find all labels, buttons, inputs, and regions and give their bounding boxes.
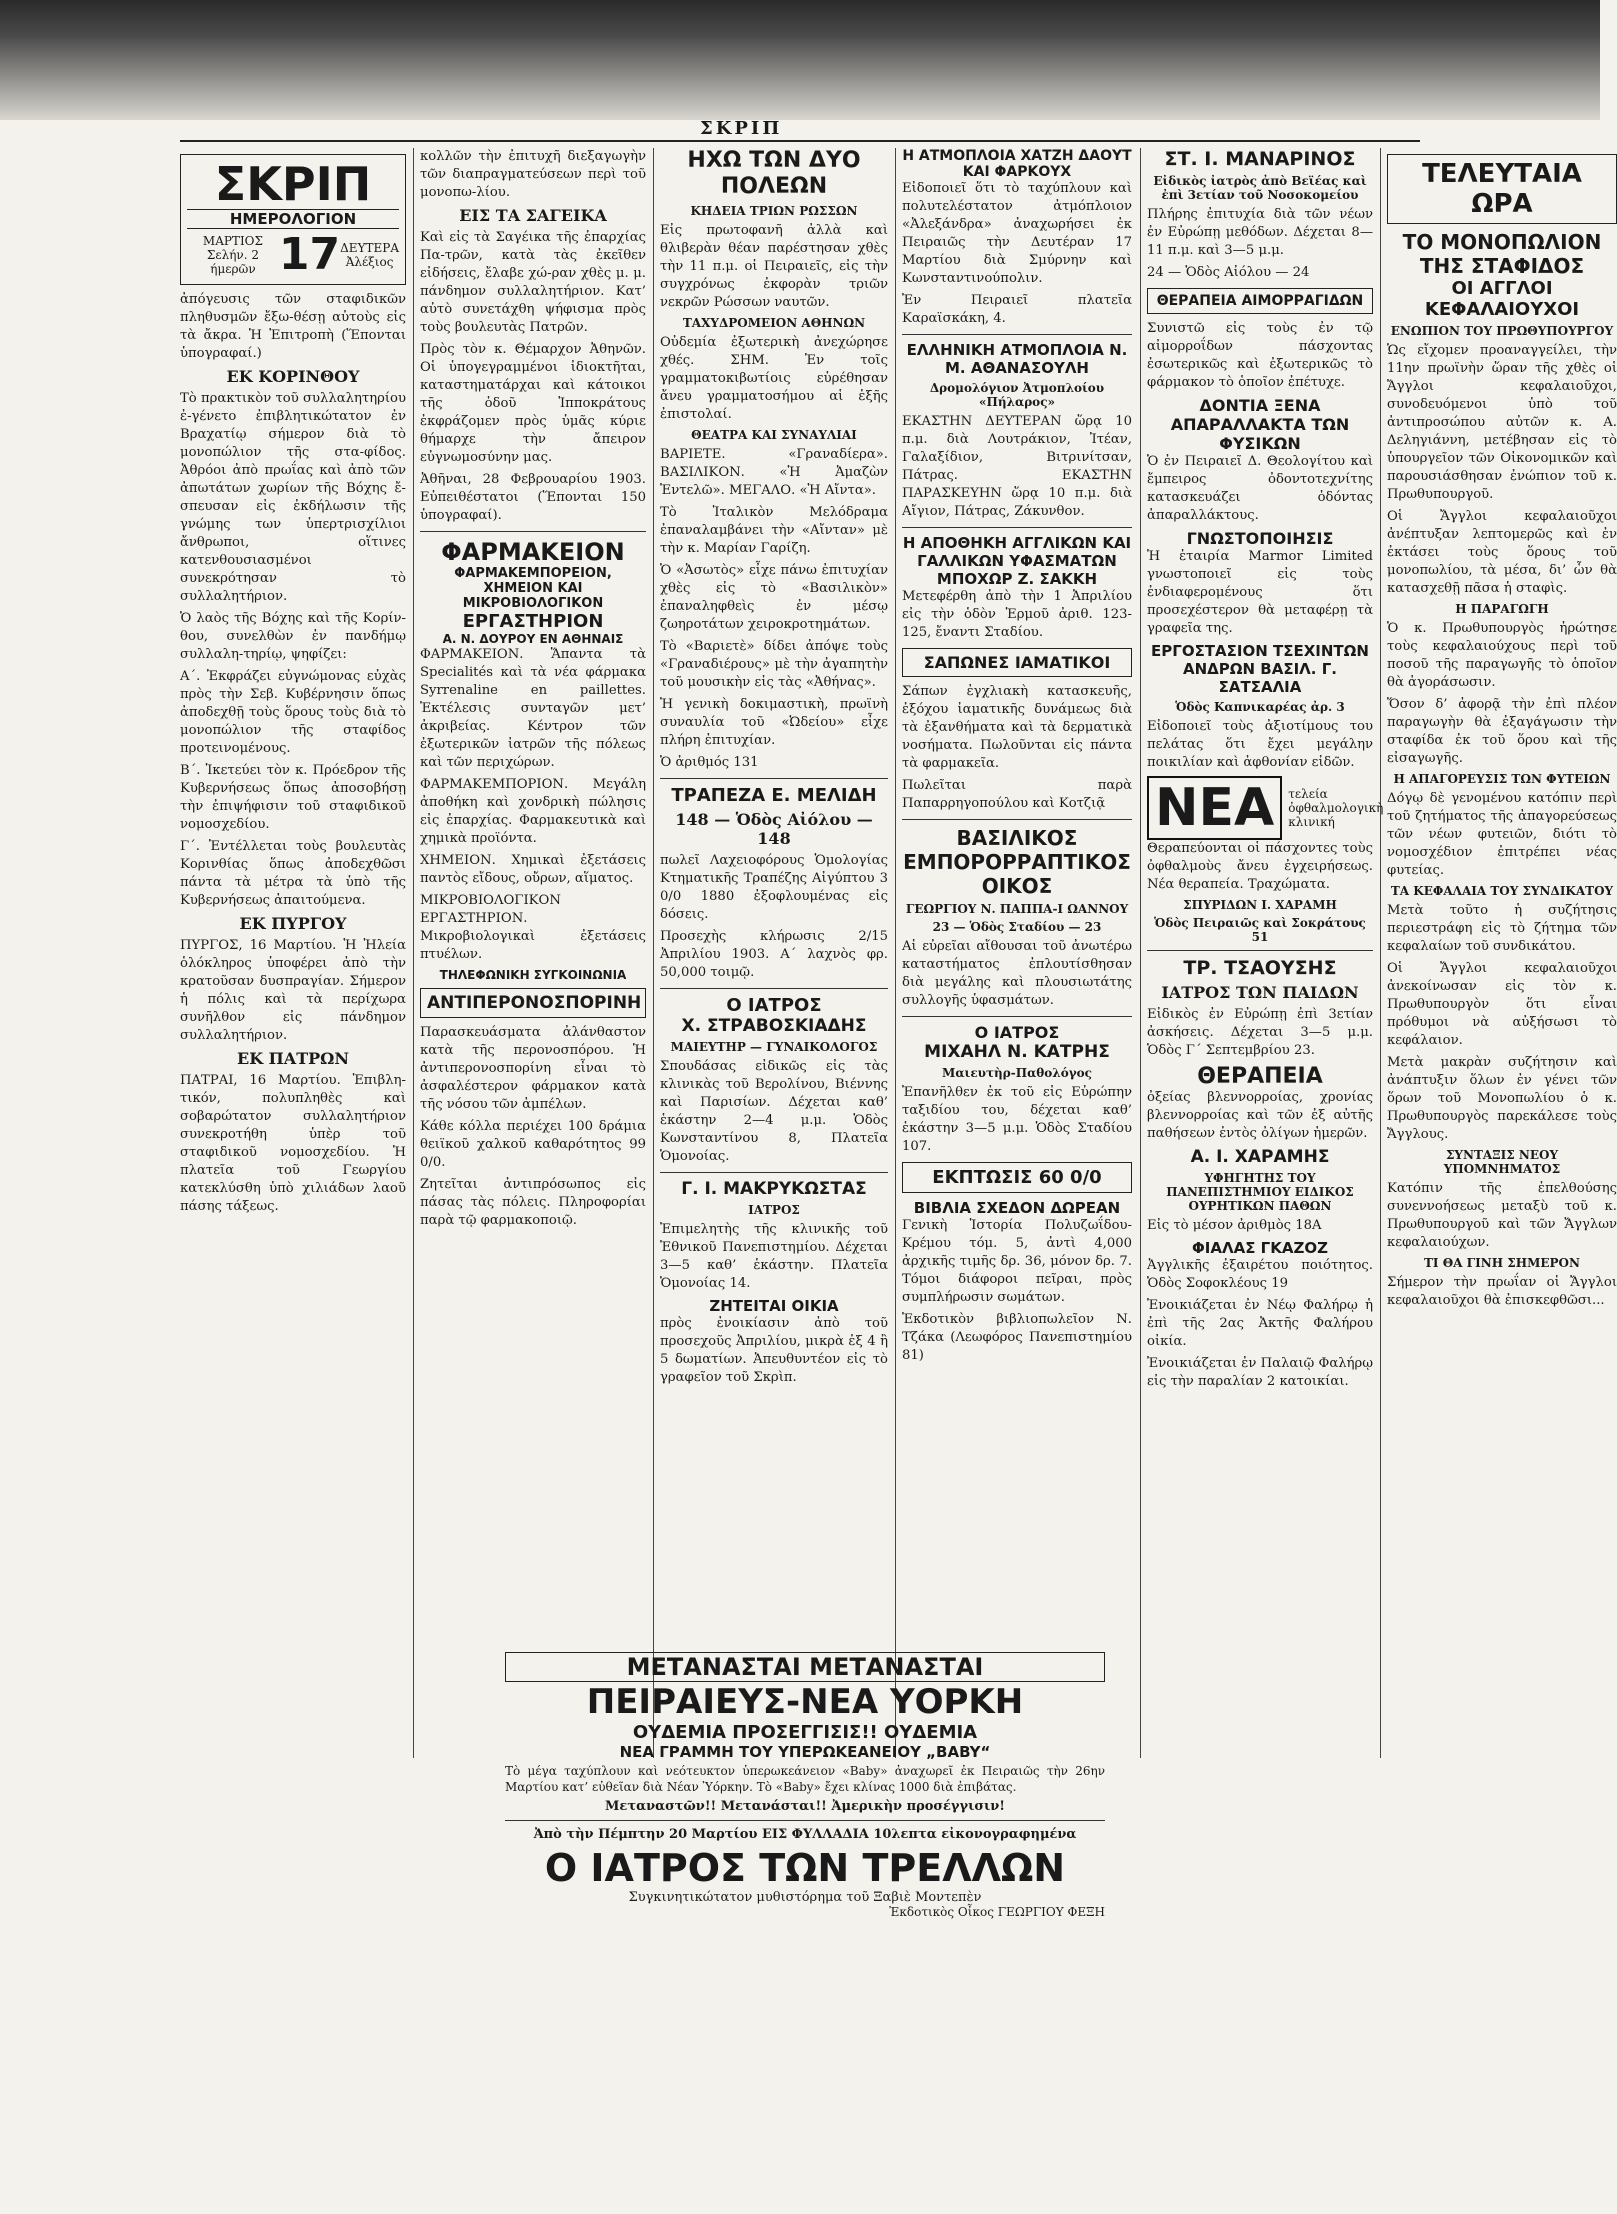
section-masthead: ΗΧΩ ΤΩΝ ΔΥΟ ΠΟΛΕΩΝ — [687, 148, 861, 199]
ad-title: ΕΛΛΗΝΙΚΗ ΑΤΜΟΠΛΟΙΑ Ν. Μ. ΑΘΑΝΑΣΟΥΛΗ — [906, 341, 1128, 377]
section-heading: Η ΠΑΡΑΓΩΓΗ — [1455, 602, 1549, 616]
ad-subtitle: Δρομολόγιον Ἀτμοπλοίου «Πήλαρος» — [929, 381, 1105, 409]
ad-title: ΕΡΓΟΣΤΑΣΙΟΝ ΤΣΕΧΙΝΤΩΝ ΑΝΔΡΩΝ ΒΑΣΙΛ. Γ. ΣΑΤΣΑΛΙΑ — [1151, 642, 1369, 696]
column-divider — [1140, 148, 1141, 1758]
lead-subheadline: ΤΗΣ ΣΤΑΦΙΔΟΣ — [1419, 254, 1585, 278]
column-5 — [1147, 148, 1384, 1738]
calendar-weekday: ΔΕΥΤΕΡΑ — [340, 240, 399, 255]
ad-address: Ὁδὸς Πειραιῶς καὶ Σοκράτους 51 — [1154, 916, 1366, 944]
ad-paragraph: ΜΙΚΡΟΒΙΟΛΟΓΙΚΟΝ ΕΡΓΑΣΤΗΡΙΟΝ. Μικροβιολογικαὶ ἐξετάσεις πτυέλων. — [420, 893, 646, 962]
ad-tagline: ΟΥΔΕΜΙΑ ΠΡΟΣΕΓΓΙΣΙΣ!! ΟΥΔΕΜΙΑ — [632, 1722, 978, 1743]
ad-title: ΤΡΑΠΕΖΑ Ε. ΜΕΛΙΔΗ — [671, 785, 877, 806]
doctor-specialty: ΜΑΙΕΥΤΗΡ — ΓΥΝΑΙΚΟΛΟΓΟΣ — [670, 1040, 878, 1054]
clinic-side-text: τελεία ὀφθαλμολογικὴ κλινική — [1288, 787, 1384, 829]
intro-text: κολλῶν τὴν ἐπιτυχῆ διεξαγωγὴν τῶν διαπραγματεύσεων περὶ τοῦ μονοπω-λίου. — [420, 149, 646, 200]
calendar — [187, 229, 399, 280]
ad-title: ΣΑΠΩΝΕΣ ΙΑΜΑΤΙΚΟΙ — [923, 653, 1111, 672]
scanned-top-band — [0, 0, 1600, 120]
pharmacy-title: ΦΑΡΜΑΚΕΙΟΝ — [441, 538, 625, 566]
ad-paragraph: Πλήρης ἐπιτυχία διὰ τῶν νέων ἐν Εὐρώπῃ μεθόδων. Δέχεται 8—11 π.μ. καὶ 3—5 μ.μ. — [1147, 207, 1373, 258]
divider — [1147, 950, 1373, 951]
ad-paragraph: πωλεῖ Λαχειοφόρους Ὁμολογίας Κτηματικῆς Τραπέζης Αἰγύπτου 3 0/0 1880 ἐξοφλουμένας εἰς δόσεις. — [660, 853, 888, 922]
ad-title: ΖΗΤΕΙΤΑΙ ΟΙΚΙΑ — [709, 1297, 839, 1315]
column-2 — [420, 148, 646, 1738]
column-6 — [1387, 148, 1617, 1768]
ad-paragraph: ΕΚΑΣΤΗΝ ΔΕΥΤΕΡΑΝ ὥρᾳ 10 π.μ. διὰ Λουτράκιον, Ἰτέαν, Γαλαξίδιον, Βιτρινίτσαν, Πάτρας. ΕΚΑΣΤΗΝ ΠΑΡΑΣΚΕΥΗΝ ὥρᾳ 10 π.μ. διὰ Αἴγιον, Πάτρας, Ζάκυνθον. — [902, 414, 1132, 519]
ad-title: ΑΝΤΙΠΕΡΟΝΟΣΠΟΡΙΝΗ — [427, 993, 642, 1013]
doctor-name: ΣΤ. Ι. ΜΑΝΑΡΙΝΟΣ — [1164, 148, 1356, 170]
ad-subtitle: ΝΕΑ ΓΡΑΜΜΗ ΤΟΥ ΥΠΕΡΩΚΕΑΝΕΙΟΥ „BABY“ — [619, 1743, 991, 1761]
article-paragraph: Ὁ λαὸς τῆς Βόχης καὶ τῆς Κορίν-θου, συνελθὼν ἐν πανδήμῳ συλλαλη-τηρίῳ, ψηφίζει: — [180, 611, 406, 662]
article-paragraph: Μετὰ μακρὰν συζήτησιν καὶ ἀνάπτυξιν ὅλων ἐν γένει τῶν ὅρων τοῦ Μονοπωλίου ὁ κ. Πρωθυπουργὸς παρεκάλεσε τοὺς Ἄγγλους. — [1387, 1055, 1617, 1142]
article-paragraph: Καὶ εἰς τὰ Σαγέικα τῆς ἐπαρχίας Πα-τρῶν, κατὰ τὰς ἐκεῖθεν εἰδήσεις, ἔλαβε χώ-ραν χθὲς μ. μ. πάνδημον συλλαλητήριον. Κατ’ αὐτὸ συνετάχθη ψήφισμα πρὸς τοὺς βουλευτὰς Πατρῶν. — [420, 230, 646, 335]
ad-box — [1147, 288, 1373, 314]
article-paragraph: Γ΄. Ἐντέλλεται τοὺς βουλευτὰς Κορινθίας ὅπως ἀποδεχθῶσι πάντα τὰ μέτρα τὰ ὑπὸ τῆς Κυβερνήσεως ἀπαιτούμενα. — [180, 839, 406, 908]
ad-paragraph: Εἰδοποιεῖ ὅτι τὸ ταχύπλουν καὶ πολυτελέστατον ἀτμόπλοιον «Ἀλεξάνδρα» ἀναχωρήσει ἐκ Πειραιῶς τὴν Δευτέραν 17 Μαρτίου διὰ Σμύρνην καὶ Κωνσταντινούπολιν. — [902, 181, 1132, 286]
ad-title: ΦΙΑΛΑΣ ΓΚΑΖΟΖ — [1192, 1239, 1328, 1257]
header-rule — [180, 140, 1420, 142]
ad-title: Ο ΙΑΤΡΟΣ — [726, 995, 822, 1016]
divider — [902, 334, 1132, 335]
ad-address: Εἰς τὸ μέσον ἀριθμὸς 18Α — [1147, 1218, 1322, 1233]
divider — [902, 527, 1132, 528]
ad-signature: Πωλεῖται παρὰ Παπαρρηγοπούλου καὶ Κοτζιᾷ — [902, 778, 1132, 811]
divider — [902, 819, 1132, 820]
lead-headline: ΤΕΛΕΥΤΑΙΑ ΩΡΑ — [1422, 159, 1582, 219]
doctor-name: ΣΠΥΡΙΔΩΝ Ι. ΧΑΡΑΜΗ — [1183, 898, 1337, 912]
article-paragraph: Τὸ Ἰταλικὸν Μελόδραμα ἐπαναλαμβάνει τὴν «Αἴνταν» μὲ τὴν κ. Μαρίαν Γαρίζη. — [660, 505, 888, 556]
ad-paragraph: Αἱ εὐρεῖαι αἴθουσαι τοῦ ἀνωτέρω καταστήματος ἐπλουτίσθησαν διὰ μεγάλης καὶ πλουσιωτάτης συλλογῆς ὑφασμάτων. — [902, 939, 1132, 1008]
ad-tagline: Μεταναστῶν!! Μετανάσται!! Ἀμερικὴν προσέγγισιν! — [605, 1799, 1005, 1814]
calendar-month: ΜΑΡΤΙΟΣ — [202, 233, 263, 248]
ad-paragraph: Σπουδάσας εἰδικῶς εἰς τὰς κλινικὰς τοῦ Βερολίνου, Βιέννης καὶ Παρισίων. Δέχεται καθ’ ἑκάστην 2—4 μ.μ. Ὁδὸς Κωνσταντίνου 8, Πλατεῖα Ὁμονοίας. — [660, 1059, 888, 1164]
headline-box — [1387, 154, 1617, 224]
doctor-name: Γ. Ι. ΜΑΚΡΥΚΩΣΤΑΣ — [681, 1179, 867, 1199]
ad-box — [902, 1162, 1132, 1193]
article-paragraph: Τὸ πρακτικὸν τοῦ συλλαλητηρίου ἐ-γένετο ἐπιβλητικώτατον ἐν Βραχατίῳ σήμερον διὰ τὸ μονοπώλιον τῆς στα-φίδος. Ἀθρόοι ἀπὸ πρωΐας καὶ ἀπὸ τῶν ἀπωτάτων χωρίων τῆς Βόχης ἔ-σπευσαν εἰς ἐκδήλωσιν τῆς γνώμης των ὑπερτρισχίλιοι ἄνθρωποι, οἵτινες κατενθουσιασμένοι συνεκρότησαν τὸ συλλαλητήριον. — [180, 391, 406, 604]
ad-paragraph: Ἐπιμελητὴς τῆς κλινικῆς τοῦ Ἐθνικοῦ Πανεπιστημίου. Δέχεται 3—5 καθ’ ἑκάστην. Πλατεῖα Ὁμονοίας 14. — [660, 1222, 888, 1291]
lead-subheadline: ΕΝΩΠΙΟΝ ΤΟΥ ΠΡΩΘΥΠΟΥΡΓΟΥ — [1390, 324, 1614, 338]
ad-box — [420, 988, 646, 1018]
pharmacy-subtitle: ΦΑΡΜΑΚΕΜΠΟΡΕΙΟΝ, ΧΗΜΕΙΟΝ ΚΑΙ ΜΙΚΡΟΒΙΟΛΟΓΙΚΟΝ — [454, 566, 612, 611]
newspaper-title: ΣΚΡΙΠ — [214, 157, 372, 211]
article-paragraph: Ὁ «Ἀσωτὸς» εἶχε πάνω ἐπιτυχίαν χθὲς εἰς τὸ «Βασιλικὸν» ἐπαναληφθεὶς ἐν μέσῳ ζωηροτάτων χειροκροτημάτων. — [660, 563, 888, 632]
doctor-specialty: Μαιευτὴρ-Παθολόγος — [942, 1066, 1092, 1080]
ad-address: Ὁδὸς Καπνικαρέας ἀρ. 3 — [1175, 700, 1345, 714]
doctor-specialty: ΥΦΗΓΗΤΗΣ ΤΟΥ ΠΑΝΕΠΙΣΤΗΜΙΟΥ ΕΙΔΙΚΟΣ ΟΥΡΗΤΙΚΩΝ ΠΑΘΩΝ — [1166, 1171, 1354, 1213]
ad-route: ΠΕΙΡΑΙΕΥΣ-ΝΕΑ ΥΟΡΚΗ — [586, 1682, 1024, 1722]
ad-paragraph: Συνιστῶ εἰς τοὺς ἐν τῷ αἰμορροΐδων πάσχοντας ἐσωτερικῶς καὶ ἐξωτερικῶς τὸ φάρμακον τὸ ὁποῖον ἐπέτυχε. — [1147, 321, 1373, 390]
intro-text: ἀπόγευσις τῶν σταφιδικῶν πληθυσμῶν ἔξω-θέσῃ αὐτοὺς εἰς τὰ ἄκρα. Ἡ Ἐπιτροπὴ (Ἕπονται ὑπογραφαί.) — [180, 292, 406, 361]
ad-box — [902, 648, 1132, 677]
article-paragraph: ΒΑΡΙΕΤΕ. «Γραναδίερα». ΒΑΣΙΛΙΚΟΝ. «Ἡ Ἀμαζὼν Ἐντελῶ». ΜΕΓΑΛΟ. «Ἡ Αἴντα». — [660, 447, 888, 498]
article-paragraph: Ὁ κ. Πρωθυπουργὸς ἠρώτησε τοὺς κεφαλαιούχους περὶ τοῦ ποσοῦ τῆς παραγωγῆς τὸ ὁποῖον θὰ ἀγοράσωσιν. — [1387, 621, 1617, 690]
article-paragraph: Οἱ Ἄγγλοι κεφαλαιοῦχοι ἀνεκοίνωσαν εἰς τὸν κ. Πρωθυπουργὸν ὅτι εἶναι πρόθυμοι νὰ αὐξήσωσι τὸ κεφάλαιον. — [1387, 961, 1617, 1048]
clinic-label: ΝΕΑ — [1147, 776, 1282, 840]
column-3 — [660, 148, 888, 1638]
ad-title: ΓΝΩΣΤΟΠΟΙΗΣΙΣ — [1186, 529, 1334, 548]
pharmacy-subtitle: ΕΡΓΑΣΤΗΡΙΟΝ — [462, 611, 604, 632]
serial-title: Ο ΙΑΤΡΟΣ ΤΩΝ ΤΡΕΛΛΩΝ — [544, 1846, 1066, 1890]
section-heading: ΚΗΔΕΙΑ ΤΡΙΩΝ ΡΩΣΣΩΝ — [690, 204, 858, 218]
doctor-specialty: Εἰδικὸς ἰατρὸς ἀπὸ Βεϊέας καὶ ἐπὶ 3ετίαν τοῦ Νοσοκομείου — [1153, 174, 1367, 202]
article-paragraph: Σήμερον τὴν πρωΐαν οἱ Ἄγγλοι κεφαλαιοῦχοι θὰ ἐπισκεφθῶσι... — [1387, 1275, 1617, 1308]
article-paragraph: Ἡ γενικὴ δοκιμαστικὴ, πρωϊνὴ συναυλία τοῦ «Ὠδείου» εἶχε πλήρη ἐπιτυχίαν. — [660, 697, 888, 748]
divider — [420, 531, 646, 532]
ad-paragraph: Ζητεῖται ἀντιπρόσωπος εἰς πάσας τὰς πόλεις. Πληροφορίαι παρὰ τῷ φαρμακοποιῷ. — [420, 1177, 646, 1228]
article-paragraph: Κατόπιν τῆς ἐπελθούσης συνεννοήσεως μεταξὺ τοῦ κ. Πρωθυπουργοῦ καὶ τῶν Ἄγγλων κεφαλαιούχων. — [1387, 1181, 1617, 1250]
issue-number: Ὁ ἀριθμός 131 — [660, 755, 759, 770]
ad-title: ΘΕΡΑΠΕΙΑ — [1197, 1064, 1323, 1089]
page-header-title: ΣΚΡΙΠ — [700, 118, 783, 139]
article-paragraph: ΠΑΤΡΑΙ, 16 Μαρτίου. Ἐπιβλη-τικόν, πολυπληθὲς καὶ σοβαρώτατον συλλαλητήριον συνεκροτήθη ὑπὲρ τοῦ σταφιδικοῦ νομοσχεδίου. Ἡ πλατεῖα τοῦ Γεωργίου κατεκλύσθη ὑπὸ χιλιάδων λαοῦ πάσης τάξεως. — [180, 1073, 406, 1214]
ad-paragraph: ΦΑΡΜΑΚΕΙΟΝ. Ἅπαντα τὰ Specialités καὶ τὰ νέα φάρμακα Syrrenaline en paillettes. Ἐκτέλεσις συνταγῶν μετ’ ἀκριβείας. Κέντρον τῶν ἐξωτερικῶν ἰατρῶν τῆς πόλεως καὶ τῶν περιχώρων. — [420, 647, 646, 770]
section-heading: ΤΑΧΥΔΡΟΜΕΙΟΝ ΑΘΗΝΩΝ — [682, 316, 866, 330]
doctor-specialty: ΙΑΤΡΟΣ ΤΩΝ ΠΑΙΔΩΝ — [1161, 983, 1359, 1002]
divider — [505, 1820, 1105, 1821]
section-heading: ΕΚ ΠΑΤΡΩΝ — [237, 1049, 349, 1068]
serial-announcement: Ἀπὸ τὴν Πέμπτην 20 Μαρτίου ΕΙΣ ΦΥΛΛΑΔΙΑ 10λεπτα εἰκονογραφημένα — [533, 1827, 1077, 1842]
doctor-name: Χ. ΣΤΡΑΒΟΣΚΙΑΔΗΣ — [681, 1016, 867, 1036]
article-paragraph: Α΄. Ἐκφράζει εὐγνώμονας εὐχὰς πρὸς τὴν Σεβ. Κυβέρνησιν ὅπως ἀποδεχθῇ τοὺς ὅρους τοὺς διὰ τὸ μονοπώλιον τῆς σταφίδος προτεινομένους. — [180, 669, 406, 756]
ad-paragraph: Παρασκευάσματα ἀλάνθαστον κατὰ τῆς περονοσπόρου. Ἡ ἀντιπερονοσπορίνη εἶναι τὸ ἀσφαλέστερον φάρμακον κατὰ τῆς νόσου τῶν ἀμπέλων. — [420, 1025, 646, 1112]
ad-paragraph: Εἰδικὸς ἐν Εὐρώπῃ ἐπὶ 3ετίαν ἀσκήσεις. Δέχεται 3—5 μ.μ. Ὁδὸς Γ΄ Σεπτεμβρίου 23. — [1147, 1007, 1373, 1058]
ad-subtitle: ΒΙΒΛΙΑ ΣΧΕΔΟΝ ΔΩΡΕΑΝ — [913, 1199, 1121, 1217]
ad-paragraph: Σάπων ἐγχλιακὴ κατασκευῆς, ἐξόχου ἰαματικῆς δυνάμεως διὰ τὰ ἐξανθήματα καὶ τὰ δερματικὰ νοσήματα. Πωλοῦνται εἰς πάντα τὰ φαρμακεῖα. — [902, 684, 1132, 771]
column-4 — [902, 148, 1132, 1638]
section-heading: Η ΑΠΑΓΟΡΕΥΣΙΣ ΤΩΝ ΦΥΤΕΙΩΝ — [1393, 772, 1611, 786]
section-heading: ΤΙ ΘΑ ΓΙΝΗ ΣΗΜΕΡΟΝ — [1424, 1256, 1580, 1270]
ad-paragraph: Κάθε κόλλα περιέχει 100 δράμια θειϊκοῦ χαλκοῦ καθαρότητος 99 0/0. — [420, 1119, 646, 1170]
ad-paragraph: Τὸ μέγα ταχύπλουν καὶ νεότευκτον ὑπερωκεάνειον «Baby» ἀναχωρεῖ ἐκ Πειραιῶς τὴν 26ην Μαρτίου κατ’ εὐθεῖαν διὰ Νέαν Ὑόρκην. Τὸ «Baby» ἔχει κλίνας 1000 διὰ ἐπιβάτας. — [505, 1764, 1105, 1794]
ad-paragraph: Ἐνοικιάζεται ἐν Νέῳ Φαλήρῳ ἡ ἐπὶ τῆς 2ας Ἀκτῆς Φαλήρου οἰκία. — [1147, 1298, 1373, 1349]
ad-paragraph: ΧΗΜΕΙΟΝ. Χημικαὶ ἐξετάσεις παντὸς εἴδους, οὔρων, αἵματος. — [420, 853, 646, 886]
article-date: Ἀθῆναι, 28 Φεβρουαρίου 1903. Εὐπειθέστατοι (Ἕπονται 150 ὑπογραφαί). — [420, 472, 646, 523]
ad-paragraph: Εἰδοποιεῖ τοὺς ἀξιοτίμους του πελάτας ὅτι ἔχει μεγάλην ποικιλίαν καὶ ἀφθονίαν εἰδῶν. — [1147, 719, 1373, 770]
article-paragraph: Τὸ «Βαριετὲ» δίδει ἀπόψε τοὺς «Γραναδιέρους» μὲ τὴν ἀγαπητὴν τοῦ μουσικὴν εἰς τὰς «Ἀθήνας». — [660, 639, 888, 690]
ad-title: ΘΕΡΑΠΕΙΑ ΑΙΜΟΡΡΑΓΙΔΩΝ — [1156, 293, 1364, 309]
article-paragraph: Οἱ Ἄγγλοι κεφαλαιοῦχοι ἀνέπτυξαν λεπτομερῶς καὶ ἐν ἐκτάσει τοὺς ὅρους τοῦ μονοπωλίου, τὰ μέσα, δι’ ὧν θὰ κατασχεθῇ πᾶσα ἡ σταφὶς. — [1387, 509, 1617, 596]
ad-paragraph: Ἀγγλικῆς ἐξαιρέτου ποιότητος. Ὁδὸς Σοφοκλέους 19 — [1147, 1258, 1373, 1291]
calendar-day: 17 — [278, 229, 341, 280]
column-1 — [180, 148, 406, 1738]
divider — [660, 988, 888, 989]
divider — [660, 778, 888, 779]
article-paragraph: Εἰς πρωτοφανῆ ἀλλὰ καὶ θλιβερὰν θέαν παρέστησαν χθὲς τὴν 11 π.μ. οἱ Πειραιεῖς, εἰς τὴν συγχρόνως ἐκφορὰν τριῶν νεκρῶν Ρώσσων ναυτῶν. — [660, 223, 888, 310]
ad-paragraph: Ἐνοικιάζεται ἐν Παλαιῷ Φαλήρῳ εἰς τὴν παραλίαν 2 κατοικίαι. — [1147, 1356, 1373, 1389]
ad-title: ΜΕΤΑΝΑΣΤΑΙ ΜΕΤΑΝΑΣΤΑΙ — [505, 1652, 1105, 1682]
ad-title: Η ΑΤΜΟΠΛΟΙΑ ΧΑΤΖΗ ΔΑΟΥΤ ΚΑΙ ΦΑΡΚΟΥΧ — [902, 148, 1132, 180]
article-paragraph: Πρὸς τὸν κ. Θέμαρχον Ἀθηνῶν. Οἱ ὑπογεγραμμένοι ἰδιοκτῆται, καταστηματάρχαι καὶ κάτοικοι τῆς ὁδοῦ Ἱπποκράτους ἐκφράζομεν πρὸς ὑμᾶς κύριε θήμαρχε τὴν ἄπειρον εὐγνωμοσύνην μας. — [420, 342, 646, 465]
ad-paragraph: Προσεχὴς κλήρωσις 2/15 Ἀπριλίου 1903. Α΄ λαχνὸς φρ. 50,000 τοιμῷ. — [660, 929, 888, 980]
calendar-saint: Ἀλέξιος — [345, 254, 394, 269]
article-paragraph: Ὅσον δ’ ἀφορᾷ τὴν ἐπὶ πλέον παραγωγὴν θὰ ἐξαγάγωσιν τὴν σταφίδα ἐκ τοῦ ὅρου καὶ τῆς εἰσαγωγῆς. — [1387, 697, 1617, 766]
clinic-banner — [1147, 776, 1384, 840]
ad-paragraph: Ἡ ἑταιρία Marmor Limited γνωστοποιεῖ εἰς τοὺς ἐνδιαφερομένους ὅτι προσεχέστερον θὰ μεταφέρῃ τὰ γραφεῖα της. — [1147, 549, 1373, 636]
ad-paragraph: Ὁ ἐν Πειραιεῖ Δ. Θεολογίτου καὶ ἔμπειρος ὀδοντοτεχνίτης κατασκευάζει ὀδόντας ἀπαραλλάκτους. — [1147, 454, 1373, 523]
column-divider — [895, 148, 896, 1758]
column-divider — [413, 148, 414, 1758]
ad-paragraph: πρὸς ἐνοικίασιν ἀπὸ τοῦ προσεχοῦς Ἀπριλίου, μικρὰ ἐξ 4 ἢ 5 δωματίων. Ἀπευθυντέον εἰς τὸ γραφεῖον τοῦ Σκρὶπ. — [660, 1316, 888, 1385]
ad-title: ΒΑΣΙΛΙΚΟΣ ΕΜΠΟΡΟΡΡΑΠΤΙΚΟΣ ΟΙΚΟΣ — [903, 826, 1131, 898]
section-heading: ΤΑ ΚΕΦΑΛΑΙΑ ΤΟΥ ΣΥΝΔΙΚΑΤΟΥ — [1390, 884, 1614, 898]
divider — [660, 1172, 888, 1173]
lead-subheadline: ΤΟ ΜΟΝΟΠΩΛΙΟΝ — [1402, 230, 1602, 254]
emigrants-ad — [505, 1652, 1105, 1919]
ad-paragraph: ΦΑΡΜΑΚΕΜΠΟΡΙΟΝ. Μεγάλη ἀποθήκη καὶ χονδρικὴ πώλησις εἰς ἐπαρχίας. Φαρμακευτικὰ καὶ χημικὰ προϊόντα. — [420, 777, 646, 846]
doctor-specialty: ΙΑΤΡΟΣ — [748, 1203, 800, 1217]
calendar-heading: ΗΜΕΡΟΛΟΓΙΟΝ — [187, 209, 399, 229]
article-paragraph: Μετὰ τοῦτο ἡ συζήτησις περιεστράφη εἰς τὸ ζήτημα τῶν κεφαλαίων τοῦ συνδικάτου. — [1387, 903, 1617, 954]
pharmacy-phone: ΤΗΛΕΦΩΝΙΚΗ ΣΥΓΚΟΙΝΩΝΙΑ — [439, 968, 627, 982]
ad-paragraph: Γενικὴ Ἱστορία Πολυζωΐδου-Κρέμου τόμ. 5, ἀντὶ 4,000 ἀρχικῆς τιμῆς δρ. 36, μόνον δρ. 7. Τόμοι διάφοροι πεῖραι, πρὸς συμπλήρωσιν σωμάτων. — [902, 1218, 1132, 1305]
article-paragraph: Οὐδεμία ἐξωτερικὴ ἀνεχώρησε χθές. ΣΗΜ. Ἐν τοῖς γραμματοκιβωτίοις εὑρέθησαν ἄνευ γραμματοσήμου αἱ ἑξῆς ἐπιστολαί. — [660, 335, 888, 422]
doctor-name: Α. Ι. ΧΑΡΑΜΗΣ — [1190, 1147, 1330, 1167]
article-paragraph: Β΄. Ἱκετεύει τὸν κ. Πρόεδρον τῆς Κυβερνήσεως ὅπως ἀποσοβήσῃ τὴν ἐπιψήφισιν τοῦ σταφιδικοῦ νομοσχεδίου. — [180, 763, 406, 832]
ad-address: 24 — Ὁδὸς Αἰόλου — 24 — [1147, 265, 1310, 280]
doctor-name: ΤΡ. ΤΣΑΟΥΣΗΣ — [1183, 957, 1337, 979]
ad-title: ΔΟΝΤΙΑ ΞΕΝΑ ΑΠΑΡΑΛΛΑΚΤΑ ΤΩΝ ΦΥΣΙΚΩΝ — [1170, 396, 1350, 453]
section-heading: ΕΚ ΚΟΡΙΝΘΟΥ — [226, 367, 360, 386]
section-heading: ΣΥΝΤΑΞΙΣ ΝΕΟΥ ΥΠΟΜΝΗΜΑΤΟΣ — [1443, 1148, 1561, 1176]
ad-address: 23 — Ὁδὸς Σταδίου — 23 — [932, 920, 1102, 934]
column-divider — [1380, 148, 1381, 1758]
ad-paragraph: Μετεφέρθη ἀπὸ τὴν 1 Ἀπριλίου εἰς τὴν ὁδὸν Ἑρμοῦ ἀριθ. 123-125, ἔναντι Σταδίου. — [902, 589, 1132, 640]
ad-title: ΕΚΠΤΩΣΙΣ 60 0/0 — [932, 1167, 1102, 1188]
pharmacy-owner: Α. Ν. ΔΟΥΡΟΥ ΕΝ ΑΘΗΝΑΙΣ — [442, 632, 624, 646]
article-paragraph: Δόγῳ δὲ γενομένου κατόπιν περὶ τοῦ ζητήματος τῆς ἀπαγορεύσεως τῶν νέων φυτειῶν, διότι τὸ νομοσχέδιον ἐπιτρέπει νέας φυτείας. — [1387, 791, 1617, 878]
section-heading: ΕΚ ΠΥΡΓΟΥ — [239, 914, 347, 933]
ad-address: Ἐν Πειραιεῖ πλατεῖα Καραϊσκάκη, 4. — [902, 293, 1132, 326]
ad-paragraph: ὀξείας βλεννορροίας, χρονίας βλεννορροίας καὶ τῶν ἐξ αὐτῆς παθήσεων ἐντὸς ὀλίγων ἡμερῶν. — [1147, 1090, 1373, 1141]
ad-title: Ο ΙΑΤΡΟΣ — [974, 1023, 1060, 1042]
ad-owner: ΓΕΩΡΓΙΟΥ Ν. ΠΑΠΠΑ-Ι ΩΑΝΝΟΥ — [905, 902, 1129, 916]
section-heading: ΕΙΣ ΤΑ ΣΑΓΕΙΚΑ — [459, 206, 607, 225]
section-heading: ΘΕΑΤΡΑ ΚΑΙ ΣΥΝΑΥΛΙΑΙ — [691, 428, 857, 442]
ad-title: Η ΑΠΟΘΗΚΗ ΑΓΓΛΙΚΩΝ ΚΑΙ ΓΑΛΛΙΚΩΝ ΥΦΑΣΜΑΤΩΝ ΜΠΟΧΩΡ Ζ. ΣΑΚΚΗ — [902, 534, 1132, 588]
title-block — [180, 154, 406, 285]
doctor-name: ΜΙΧΑΗΛ Ν. ΚΑΤΡΗΣ — [924, 1042, 1110, 1062]
ad-address: Ἐκδοτικὸν βιβλιοπωλεῖον Ν. Τζάκα (Λεωφόρος Πανεπιστημίου 81) — [902, 1312, 1132, 1363]
ad-address: 148 — Ὁδὸς Αἰόλου — 148 — [675, 810, 873, 848]
divider — [902, 1016, 1132, 1017]
column-divider — [653, 148, 654, 1758]
serial-publisher: Ἐκδοτικὸς Οἶκος ΓΕΩΡΓΙΟΥ ΦΕΞΗ — [889, 1905, 1105, 1919]
calendar-sun: Σελήν. 2 ήμερῶν — [206, 247, 259, 276]
serial-subtitle: Συγκινητικώτατον μυθιστόρημα τοῦ Ξαβιὲ Μοντεπὲν — [628, 1890, 982, 1905]
article-paragraph: ΠΥΡΓΟΣ, 16 Μαρτίου. Ἡ Ἠλεία ὁλόκληρος ὑποφέρει ἀπὸ τὴν κρατοῦσαν δυσπραγίαν. Σήμερον ἡ πόλις καὶ τὰ περίχωρα συνῆλθον εἰς πάνδημον συλλαλητήριον. — [180, 938, 406, 1043]
ad-paragraph: Ἐπανῆλθεν ἐκ τοῦ εἰς Εὐρώπην ταξιδίου του, δέχεται καθ’ ἑκάστην 3—5 μ.μ. Ὁδὸς Σταδίου 107. — [902, 1085, 1132, 1154]
article-paragraph: Ὡς εἴχομεν προαναγγείλει, τὴν 11ην πρωϊνὴν ὥραν τῆς χθὲς οἱ Ἄγγλοι κεφαλαιοῦχοι, συνοδευόμενοι ὑπὸ τοῦ ἀντιπροσώπου αὐτῶν κ. Α. Δεληγιάννη, μετέβησαν εἰς τὸ ὑπουργεῖον τῶν Οἰκονομικῶν καὶ παρουσιάσθησαν ἐνώπιον τοῦ κ. Πρωθυπουργοῦ. — [1387, 343, 1617, 502]
lead-subheadline: ΟΙ ΑΓΓΛΟΙ ΚΕΦΑΛΑΙΟΥΧΟΙ — [1424, 278, 1580, 320]
ad-paragraph: Θεραπεύονται οἱ πάσχοντες τοὺς ὀφθαλμοὺς ἄνευ ἐγχειρήσεως. Νέα θεραπεία. Τραχώματα. — [1147, 841, 1373, 892]
